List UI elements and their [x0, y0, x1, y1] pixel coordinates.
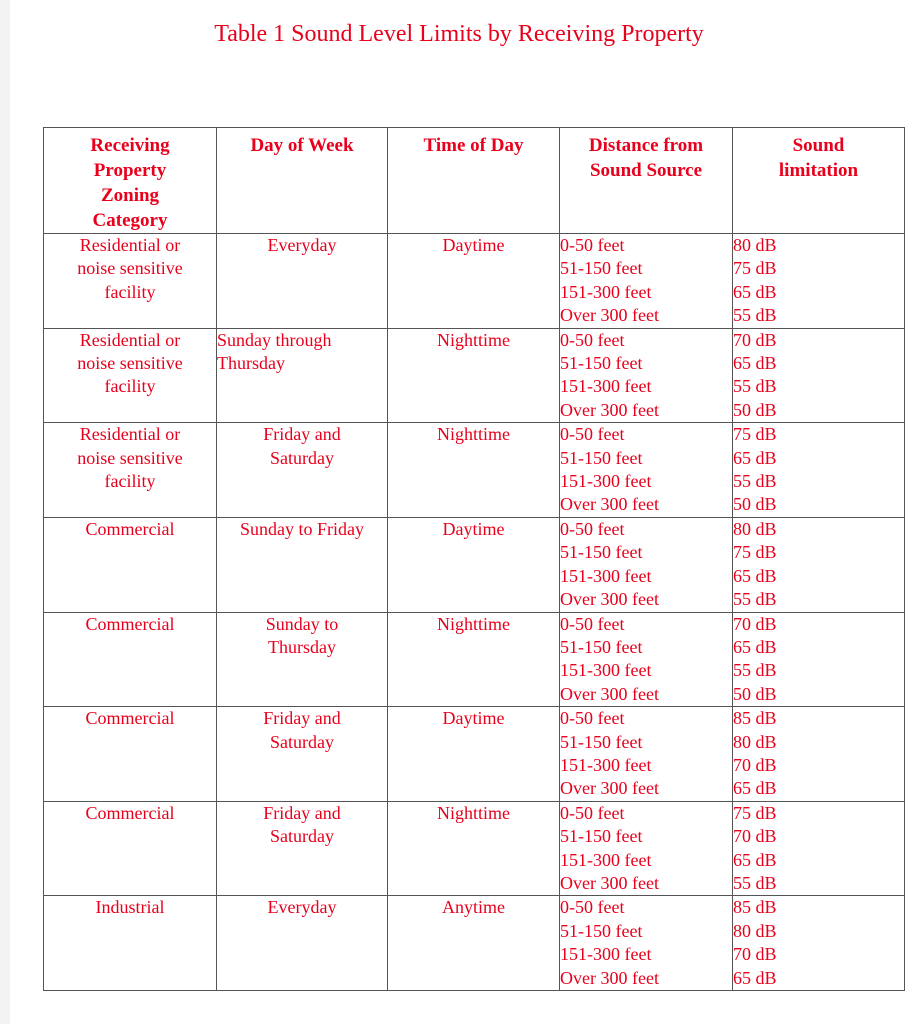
zoning-category-cell: Commercial	[44, 801, 217, 896]
sound-limit-cell: 70 dB 65 dB 55 dB 50 dB	[733, 328, 905, 423]
table-row	[44, 896, 905, 991]
zoning-category-cell: Commercial	[44, 707, 217, 802]
distance-cell: 0-50 feet 51-150 feet 151-300 feet Over 300 feet	[560, 328, 733, 423]
header-zoning-category: Receiving Property Zoning Category	[44, 128, 217, 234]
time-of-day-cell: Nighttime	[388, 612, 560, 707]
header-time-of-day: Time of Day	[388, 128, 560, 234]
distance-cell: 0-50 feet 51-150 feet 151-300 feet Over 300 feet	[560, 423, 733, 518]
sound-limit-cell: 70 dB 65 dB 55 dB 50 dB	[733, 612, 905, 707]
distance-cell: 0-50 feet 51-150 feet 151-300 feet Over 300 feet	[560, 801, 733, 896]
day-of-week-cell: Sunday to Friday	[217, 517, 388, 612]
sound-limit-cell: 80 dB 75 dB 65 dB 55 dB	[733, 517, 905, 612]
sound-limit-cell: 75 dB 65 dB 55 dB 50 dB	[733, 423, 905, 518]
table-row	[44, 612, 905, 707]
sound-limit-cell: 85 dB 80 dB 70 dB 65 dB	[733, 896, 905, 991]
day-of-week-cell: Sunday to Thursday	[217, 612, 388, 707]
time-of-day-cell: Daytime	[388, 517, 560, 612]
table-title: Table 1 Sound Level Limits by Receiving Property	[214, 21, 704, 47]
time-of-day-cell: Anytime	[388, 896, 560, 991]
table-row	[44, 234, 905, 329]
zoning-category-cell: Industrial	[44, 896, 217, 991]
zoning-category-cell: Residential or noise sensitive facility	[44, 328, 217, 423]
table-row	[44, 801, 905, 896]
day-of-week-cell: Sunday through Thursday	[217, 328, 388, 423]
zoning-category-cell: Residential or noise sensitive facility	[44, 234, 217, 329]
time-of-day-cell: Daytime	[388, 234, 560, 329]
zoning-category-cell: Commercial	[44, 517, 217, 612]
day-of-week-cell: Friday and Saturday	[217, 707, 388, 802]
day-of-week-cell: Everyday	[217, 234, 388, 329]
header-sound-limitation: Sound limitation	[733, 128, 905, 234]
distance-cell: 0-50 feet 51-150 feet 151-300 feet Over 300 feet	[560, 234, 733, 329]
header-day-of-week: Day of Week	[217, 128, 388, 234]
time-of-day-cell: Nighttime	[388, 328, 560, 423]
sound-limits-table	[43, 127, 905, 991]
table-row	[44, 707, 905, 802]
sound-limit-cell: 85 dB 80 dB 70 dB 65 dB	[733, 707, 905, 802]
header-distance: Distance from Sound Source	[560, 128, 733, 234]
page-margin	[0, 0, 10, 1024]
day-of-week-cell: Friday and Saturday	[217, 801, 388, 896]
day-of-week-cell: Everyday	[217, 896, 388, 991]
table-body	[44, 234, 905, 991]
sound-limit-cell: 80 dB 75 dB 65 dB 55 dB	[733, 234, 905, 329]
table-row	[44, 328, 905, 423]
time-of-day-cell: Nighttime	[388, 423, 560, 518]
time-of-day-cell: Nighttime	[388, 801, 560, 896]
sound-limit-cell: 75 dB 70 dB 65 dB 55 dB	[733, 801, 905, 896]
distance-cell: 0-50 feet 51-150 feet 151-300 feet Over 300 feet	[560, 707, 733, 802]
time-of-day-cell: Daytime	[388, 707, 560, 802]
table-row	[44, 517, 905, 612]
distance-cell: 0-50 feet 51-150 feet 151-300 feet Over 300 feet	[560, 612, 733, 707]
zoning-category-cell: Commercial	[44, 612, 217, 707]
header-row	[44, 128, 905, 234]
day-of-week-cell: Friday and Saturday	[217, 423, 388, 518]
table-row	[44, 423, 905, 518]
distance-cell: 0-50 feet 51-150 feet 151-300 feet Over 300 feet	[560, 896, 733, 991]
distance-cell: 0-50 feet 51-150 feet 151-300 feet Over 300 feet	[560, 517, 733, 612]
zoning-category-cell: Residential or noise sensitive facility	[44, 423, 217, 518]
